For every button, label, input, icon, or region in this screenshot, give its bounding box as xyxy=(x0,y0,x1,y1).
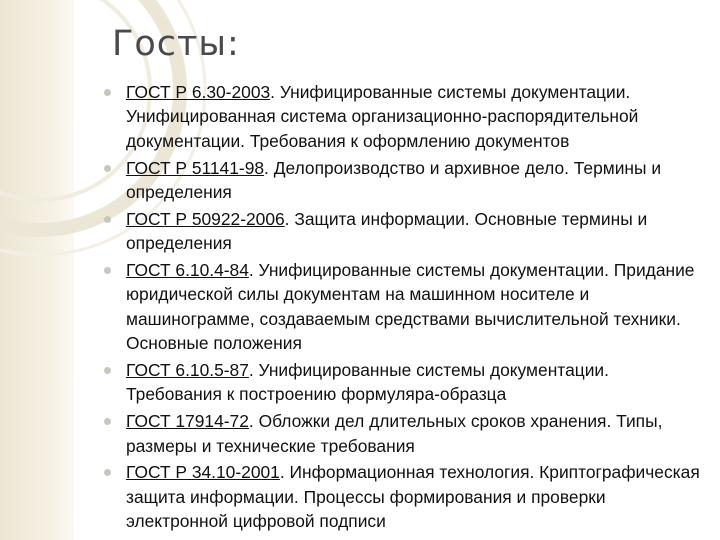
bullet-icon xyxy=(104,267,111,274)
standard-link[interactable]: ГОСТ Р 34.10-2001 xyxy=(126,462,280,483)
list-item xyxy=(98,358,708,407)
standard-link[interactable]: ГОСТ Р 6.30-2003 xyxy=(126,82,271,102)
standard-description: . Унифицированные системы документации. Унифицированная система организационно-распорядительной документации. Требования к оформлению документов xyxy=(126,82,639,151)
list-item xyxy=(98,80,708,153)
bullet-icon xyxy=(104,469,111,476)
standard-description: . Защита информации. Основные термины и определения xyxy=(126,208,648,254)
list-item xyxy=(98,207,708,256)
standard-description: . Унифицированные системы документации. Придание юридической силы документам на машинном носителе и машинограмме, создаваемым средствами вычислительной техники. Основные положения xyxy=(126,260,695,354)
standard-description: . Унифицированные системы документации. Требования к построению формуляра-образца xyxy=(126,360,609,405)
bullet-icon xyxy=(104,418,111,425)
standards-list xyxy=(98,80,708,536)
list-item xyxy=(98,258,708,356)
standard-link[interactable]: ГОСТ 6.10.4-84 xyxy=(126,260,249,281)
bullet-icon xyxy=(104,89,111,96)
bullet-icon xyxy=(104,367,111,374)
list-item xyxy=(98,409,708,458)
standard-link[interactable]: ГОСТ Р 50922-2006 xyxy=(126,208,285,229)
list-item xyxy=(98,460,708,533)
standard-link[interactable]: ГОСТ 6.10.5-87 xyxy=(126,360,249,381)
standard-link[interactable]: ГОСТ 17914-72 xyxy=(126,411,249,432)
standard-description: . Делопроизводство и архивное дело. Термины и определения xyxy=(126,157,662,203)
standard-description: . Информационная технология. Криптографическая защита информации. Процессы формирования и проверки электронной цифровой подписи xyxy=(126,462,700,532)
decorative-sidebar-band xyxy=(0,0,74,540)
bullet-icon xyxy=(104,216,111,223)
standard-description: . Обложки дел длительных сроков хранения. Типы, размеры и технические требования xyxy=(126,411,663,456)
slide-title: Госты: xyxy=(112,24,240,64)
bullet-icon xyxy=(104,165,111,172)
list-item xyxy=(98,156,708,205)
standard-link[interactable]: ГОСТ Р 51141-98 xyxy=(126,157,265,178)
